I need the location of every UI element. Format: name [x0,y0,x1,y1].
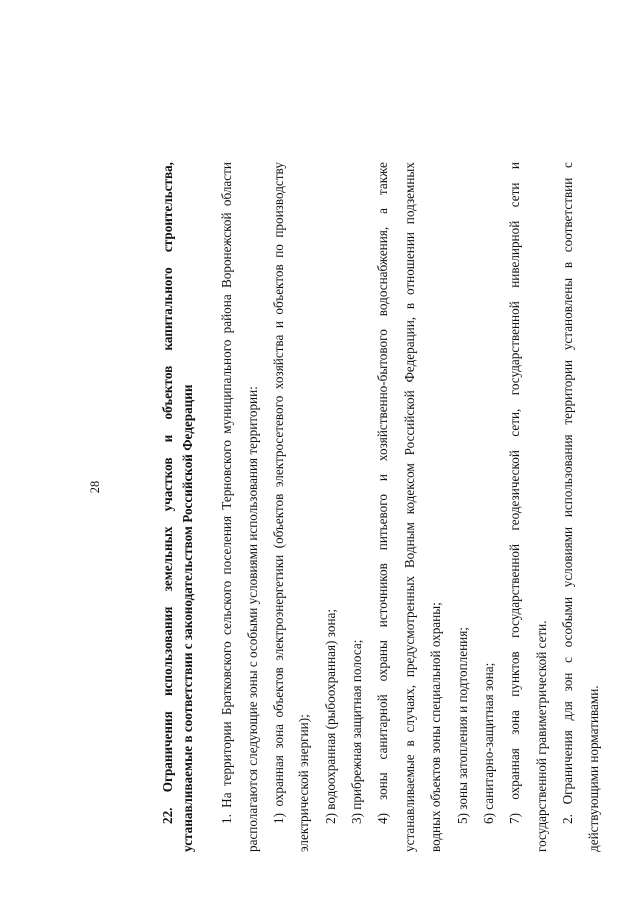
word: в [402,302,417,310]
word: территории [560,359,575,425]
paragraph-2-line-1 [560,162,576,852]
word: строительства, [160,162,175,253]
word: района [219,294,234,334]
item-4-line-3: водных объектов зоны специальной охраны; [428,602,443,852]
word: и [271,321,286,329]
word: предусмотренных [402,575,417,678]
item-4-line-1 [375,162,391,852]
word: по [271,244,286,258]
word: капитального [160,267,175,351]
word: зона [507,710,522,735]
word: объектов [160,365,175,420]
paragraph-1-line-2: располагаются следующие зоны с особыми условиями использования территории: [245,386,260,852]
word: 4) [375,813,390,824]
word: и [375,474,390,482]
word: установлены [560,277,575,351]
word: объектов [271,264,286,315]
word: поселения [219,515,234,575]
word: объектов [271,667,286,718]
word: устанавливаемые [402,754,417,852]
word: условиями [560,526,575,588]
word: подземных [402,162,417,225]
word: хозяйственно-бытового [375,329,390,462]
word: электросетевого [271,395,286,488]
item-1-line-2: электрической энергии); [296,714,311,852]
word: Водным [402,522,417,569]
word: и [160,434,175,443]
word: охраны [375,640,390,682]
section-heading-line-2: устанавливаемые в соответствии с законодательством Российской Федерации [180,384,195,852]
word: Ограничения [560,730,575,805]
word: Братковского [219,641,234,716]
word: участков [160,457,175,512]
word: электроэнергетики [271,554,286,661]
word: зоны [375,772,390,801]
word: территории [219,721,234,787]
word: с [560,162,575,168]
word: производству [271,162,286,238]
item-3: 3) прибрежная защитная полоса; [349,639,364,824]
word: Российской [402,390,417,456]
item-6: 6) санитарно-защитная зона; [481,662,496,824]
word: земельных [160,526,175,592]
paragraph-2-line-2: действующими нормативами. [586,685,601,852]
word: с [560,657,575,663]
word: Федерации, [402,316,417,383]
word: хозяйства [271,334,286,390]
word: санитарной [375,694,390,760]
item-7-line-2: государственной гравиметрической сети. [534,620,549,852]
word: в [560,261,575,269]
word: муниципального [219,339,234,434]
word: охранная [507,748,522,800]
word: государственной [507,543,522,638]
section-heading-line-1 [160,162,176,852]
word: также [375,162,390,196]
word: зон [560,672,575,692]
word: сети [507,182,522,208]
word: а [375,208,390,214]
word: в [402,740,417,747]
word: (объектов [271,493,286,549]
word: использования [560,434,575,518]
word: нивелирной [507,220,522,288]
word: 7) [507,813,522,824]
word: охранная [271,755,286,807]
item-4-line-2 [402,162,418,852]
rotated-content [84,52,640,852]
word: сети, [507,408,522,437]
word: геодезической [507,450,522,531]
word: 1. [219,814,234,824]
word: области [219,162,234,207]
word: случаях, [402,684,417,733]
word: питьевого [375,494,390,551]
item-5: 5) зоны затопления и подтопления; [455,627,470,824]
word: Терновского [219,440,234,510]
word: отношении [402,232,417,296]
word: сельского [219,580,234,636]
page-number: 28 [88,480,102,494]
word: На [219,792,234,808]
item-1-line-1 [271,162,287,852]
word: Воронежской [219,212,234,289]
word: кодексом [402,463,417,515]
word: источников [375,563,390,628]
word: 22. [160,807,175,824]
word: соответствии [560,177,575,253]
word: 2. [560,814,575,824]
word: Ограничения [160,711,175,793]
word: пунктов [507,651,522,697]
word: использования [160,606,175,697]
word: и [507,162,522,170]
item-2: 2) водоохранная (рыбоохранная) зона; [323,608,338,824]
word: особыми [560,596,575,648]
paragraph-1-line-1 [219,162,235,852]
word: 1) [271,813,286,824]
word: зона [271,724,286,749]
word: водоснабжения, [375,226,390,317]
item-7-line-1 [507,162,523,852]
word: государственной [507,301,522,396]
word: для [560,701,575,721]
